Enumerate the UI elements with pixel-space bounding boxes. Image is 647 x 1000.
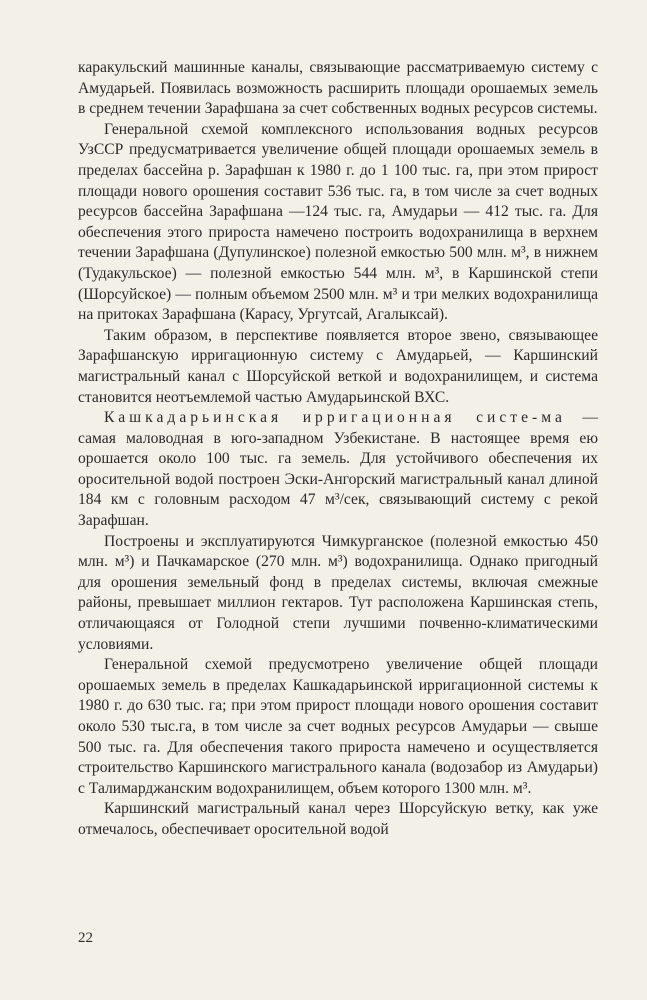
paragraph-scheme-kashkadarya: Генеральной схемой предусмотрено увеличение общей площади орошаемых земель в пределах Кашкадарьинской ирригационной системы к 1980 г. до 630 тыс. га; при этом прирост площади нового орошения составит около 530 тыс.га, в том числе за счет водных ресурсов Амударьи — свыше 500 тыс. га. Для обеспечения такого прироста намечено и осуществляется строительство Каршинского магистрального канала (водозабор из Амударьи) с Талимарджанским водохранилищем, объем которого 1300 млн. м³.	[78, 656, 598, 797]
page-number: 22	[78, 930, 93, 946]
paragraph-kashkadarya	[78, 408, 598, 532]
paragraph-second-link: Таким образом, в перспективе появляется второе звено, связывающее Зарафшанскую ирригационную систему с Амударьей, — Каршинский магистральный канал с Шорсуйской веткой и водохранилищем, и система становится неотъемлемой частью Амударьинской ВХС.	[78, 326, 598, 406]
paragraph-general-scheme: Генеральной схемой комплексного использования водных ресурсов УзССР предусматривается увеличение общей площади орошаемых земель в пределах бассейна р. Зарафшан к 1980 г. до 1 100 тыс. га, при этом прирост площади нового орошения составит 536 тыс. га, в том числе за счет водных ресурсов бассейна Зарафшана —124 тыс. га, Амударьи — 412 тыс. га. Для обеспечения этого прироста намечено построить водохранилища в верхнем течении Зарафшана (Дупулинское) полезной емкостью 500 млн. м³, в нижнем (Тудакульское) — полезной емкостью 544 млн. м³, в Каршинской степи (Шорсуйское) — полным объемом 2500 млн. м³ и три мелких водохранилища на притоках Зарафшана (Карасу, Ургутсай, Агалыксай).	[78, 120, 598, 324]
spaced-heading: Кашкадарьинская ирригационная систе-ма	[104, 409, 566, 427]
paragraph-karshi-canal: Каршинский магистральный канал через Шорсуйскую ветку, как уже отмечалось, обеспечивает оросительной водой	[78, 800, 598, 838]
paragraph-kashkadarya-text: — самая маловодная в юго-западном Узбекистане. В настоящее время ею орошается около 100 тыс. га земель. Для устойчивого обеспечения их оросительной водой построен Эски-Ангорский магистральный канал длиной 184 км с головным расходом 47 м³/сек, связывающий систему с рекой Зарафшан.	[78, 409, 598, 530]
paragraph-continued: каракульский машинные каналы, связывающие рассматриваемую систему с Амударьей. Появилась возможность расширить площади орошаемых земель в среднем течении Зарафшана за счет собственных водных ресурсов системы.	[78, 59, 598, 118]
paragraph-reservoirs: Построены и эксплуатируются Чимкурганское (полезной емкостью 450 млн. м³) и Пачкамарское (270 млн. м³) водохранилища. Однако пригодный для орошения земельный фонд в пределах системы, включая смежные районы, превышает миллион гектаров. Тут расположена Каршинская степь, отличающаяся от Голодной степи лучшими почвенно-климатическими условиями.	[78, 532, 598, 653]
body-text	[78, 58, 598, 841]
